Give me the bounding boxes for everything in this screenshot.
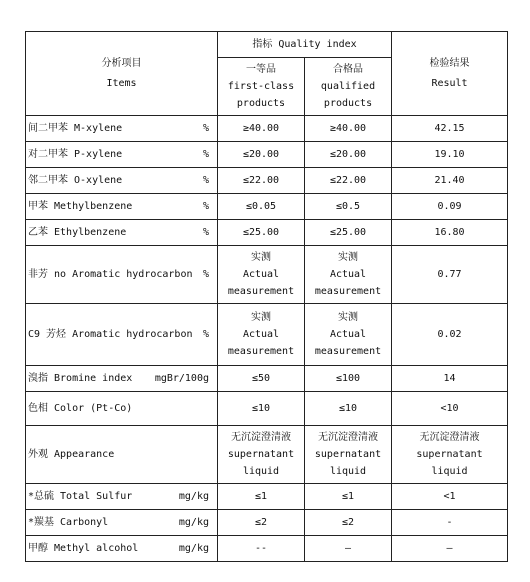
items-header: 分析项目 Items [26,32,218,116]
item-cell [26,194,218,220]
item-unit: % [202,201,209,212]
result-value [392,246,508,304]
result-value [392,142,508,168]
qualified-value [305,220,392,246]
table-row [26,246,508,304]
item-cell [26,392,218,426]
result-value-line: 0.09 [437,201,462,212]
item-unit: % [202,269,209,280]
quality-spec-table [25,31,508,562]
first-class-value-line: 实测 [251,312,271,323]
item-unit: % [202,149,209,160]
result-value-line: 0.02 [437,329,462,340]
result-value-line: 14 [443,373,456,384]
first-class-value [218,484,305,510]
item-unit: % [202,175,209,186]
result-value [392,116,508,142]
qualified-value [305,168,392,194]
qualified-value-line: ≤25.00 [329,227,367,238]
first-class-value-line: ≤2 [254,517,268,528]
first-class-value [218,510,305,536]
qualified-value-line: Actual [329,269,367,280]
result-value-line: 无沉淀澄清液 [419,432,480,443]
item-name: 非芳 no Aromatic hydrocarbon [28,269,193,280]
item-cell [26,366,218,392]
result-value-line: 42.15 [434,123,465,134]
qualified-value-line: ≤20.00 [329,149,367,160]
item-name: 间二甲苯 M-xylene [28,123,123,134]
item-unit: % [202,227,209,238]
table-row [26,426,508,484]
first-class-value [218,426,305,484]
first-class-value-line: ≤10 [251,403,271,414]
first-class-value-line: Actual [242,329,280,340]
result-value-line: 16.80 [434,227,465,238]
qualified-value [305,510,392,536]
qualified-value [305,142,392,168]
result-value [392,484,508,510]
result-value-line: supernatant [416,449,483,460]
first-class-value [218,536,305,562]
item-unit: mg/kg [178,491,209,502]
first-class-value-line: Actual [242,269,280,280]
item-name: *总硫 Total Sulfur [28,491,133,502]
qualified-value-line: liquid [329,466,367,477]
first-class-value [218,142,305,168]
qualified-value-line: ≤0.5 [335,201,361,212]
first-class-value [218,392,305,426]
qualified-header: 合格品 qualified products [305,58,392,116]
qualified-value-line: measurement [314,346,382,357]
item-cell [26,510,218,536]
item-name: 对二甲苯 P-xylene [28,149,123,160]
first-class-value-line: liquid [242,466,280,477]
item-unit: mgBr/100g [154,373,209,384]
table-row [26,484,508,510]
table-row [26,116,508,142]
item-name: 乙苯 Ethylbenzene [28,227,127,238]
result-value-line: liquid [431,466,468,477]
result-value-line: 21.40 [434,175,465,186]
qualified-value-line: 无沉淀澄清液 [318,432,378,443]
result-value [392,194,508,220]
qualified-value-line: ≤2 [341,517,355,528]
qualified-value-line: measurement [314,286,382,297]
table-row [26,536,508,562]
item-name: 外观 Appearance [28,449,115,460]
result-header: 检验结果 Result [392,32,508,116]
first-class-value-line: ≤25.00 [242,227,280,238]
qualified-value [305,484,392,510]
qualified-value-line: ≤100 [335,373,361,384]
table-body [26,116,508,562]
item-cell [26,304,218,366]
item-name: 色相 Color (Pt-Co) [28,403,133,414]
item-unit: % [202,123,209,134]
result-value [392,220,508,246]
first-class-value-line: measurement [227,286,295,297]
item-cell [26,536,218,562]
first-class-value-line: 实测 [251,252,271,263]
item-cell [26,484,218,510]
item-name: *羰基 Carbonyl [28,517,109,528]
first-class-value-line: ≤20.00 [242,149,280,160]
qualified-value [305,304,392,366]
result-value [392,366,508,392]
result-value-line: <1 [443,491,456,502]
result-value [392,392,508,426]
result-value-line: 0.77 [437,269,462,280]
result-value [392,426,508,484]
result-value [392,304,508,366]
first-class-value-line: ≤0.05 [245,201,277,212]
qualified-value [305,116,392,142]
table-row [26,304,508,366]
qualified-value-line: 实测 [338,252,358,263]
item-name: 甲醇 Methyl alcohol [28,543,139,554]
first-class-value [218,304,305,366]
result-value-line: - [446,517,453,528]
qualified-value [305,392,392,426]
qualified-value-line: supernatant [314,449,382,460]
qualified-value [305,426,392,484]
table-row [26,194,508,220]
first-class-value-line: supernatant [227,449,295,460]
result-value-line: <10 [440,403,459,414]
item-name: C9 芳烃 Aromatic hydrocarbon [28,329,193,340]
table-row [26,220,508,246]
item-name: 溴指 Bromine index [28,373,133,384]
result-value-line: — [446,543,453,554]
item-unit: mg/kg [178,517,209,528]
header-row-1 [26,32,508,58]
first-class-value-line: ≤22.00 [242,175,280,186]
quality-index-header: 指标 Quality index [218,32,392,58]
qualified-value-line: ≤22.00 [329,175,367,186]
item-unit: % [202,329,209,340]
first-class-value [218,194,305,220]
first-class-value-line: 无沉淀澄清液 [231,432,291,443]
table-row [26,510,508,536]
first-class-value-line: ≥40.00 [242,123,280,134]
item-unit: mg/kg [178,543,209,554]
item-cell [26,246,218,304]
result-value [392,536,508,562]
qualified-value [305,536,392,562]
first-class-header: 一等品 first-class products [218,58,305,116]
qualified-value [305,366,392,392]
item-cell [26,142,218,168]
qualified-value [305,194,392,220]
first-class-value [218,220,305,246]
first-class-value [218,246,305,304]
qualified-value-line: Actual [329,329,367,340]
qualified-value-line: — [344,543,352,554]
table-row [26,142,508,168]
result-value [392,510,508,536]
qualified-value-line: ≥40.00 [329,123,367,134]
first-class-value [218,116,305,142]
table-row [26,168,508,194]
item-name: 邻二甲苯 O-xylene [28,175,123,186]
item-cell [26,220,218,246]
item-cell [26,426,218,484]
first-class-value [218,168,305,194]
first-class-value-line: ≤50 [251,373,271,384]
first-class-value-line: measurement [227,346,295,357]
item-name: 甲苯 Methylbenzene [28,201,133,212]
qualified-value-line: 实测 [338,312,358,323]
item-cell [26,116,218,142]
qualified-value-line: ≤1 [341,491,355,502]
result-value-line: 19.10 [434,149,465,160]
item-cell [26,168,218,194]
result-value [392,168,508,194]
first-class-value-line: -- [254,543,268,554]
table-row [26,366,508,392]
qualified-value [305,246,392,304]
first-class-value-line: ≤1 [254,491,268,502]
first-class-value [218,366,305,392]
table-row [26,392,508,426]
qualified-value-line: ≤10 [338,403,358,414]
